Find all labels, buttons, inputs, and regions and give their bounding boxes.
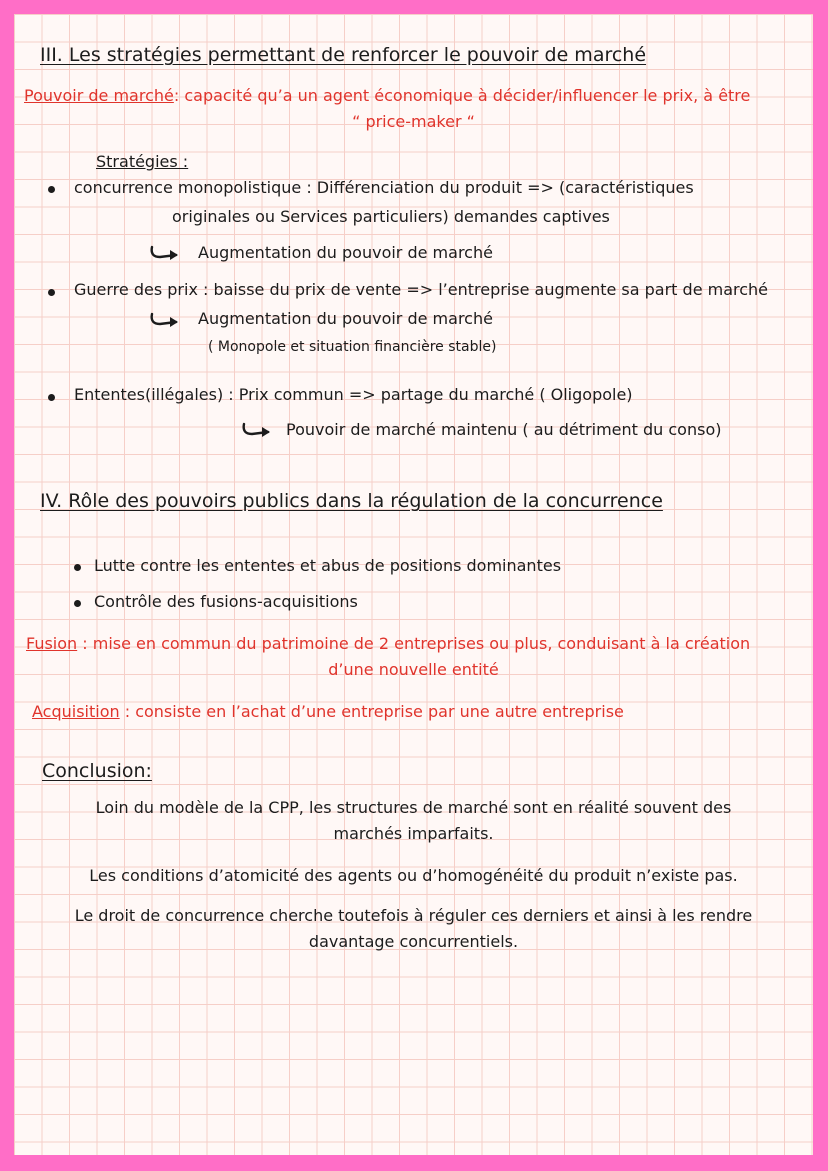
conclusion-title: Conclusion: bbox=[42, 760, 152, 782]
market-power-definition bbox=[24, 86, 750, 105]
conclusion-p3-line2: davantage concurrentiels. bbox=[308, 932, 519, 951]
fusion-term: Fusion bbox=[26, 634, 78, 653]
conclusion-p1-line2: marchés imparfaits. bbox=[333, 824, 494, 843]
strategy-1-result: Augmentation du pouvoir de marché bbox=[198, 243, 493, 262]
fusion-text: : mise en commun du patrimoine de 2 entreprises ou plus, conduisant à la création bbox=[77, 634, 751, 653]
section4-bullet-1: Lutte contre les ententes et abus de positions dominantes bbox=[94, 556, 562, 575]
strategies-label: Stratégies : bbox=[96, 152, 189, 171]
bullet-icon bbox=[74, 600, 81, 607]
curved-arrow-icon bbox=[148, 244, 184, 262]
acquisition-term: Acquisition bbox=[32, 702, 120, 721]
conclusion-p2: Les conditions d’atomicité des agents ou d’homogénéité du produit n’existe pas. bbox=[89, 866, 738, 885]
strategy-2-note: ( Monopole et situation financière stable) bbox=[208, 339, 497, 355]
strategy-2-result: Augmentation du pouvoir de marché bbox=[198, 309, 493, 328]
fusion-text-line2: d’une nouvelle entité bbox=[328, 660, 499, 679]
bullet-icon bbox=[48, 289, 55, 296]
curved-arrow-icon bbox=[240, 421, 276, 439]
strategy-3-line1: Ententes(illégales) : Prix commun => partage du marché ( Oligopole) bbox=[74, 385, 633, 404]
definition-text: : capacité qu’a un agent économique à décider/influencer le prix, à être bbox=[173, 86, 751, 105]
strategy-1-line1: concurrence monopolistique : Différenciation du produit => (caractéristiques bbox=[74, 178, 694, 197]
section3-title: III. Les stratégies permettant de renforcer le pouvoir de marché bbox=[40, 44, 647, 66]
bullet-icon bbox=[48, 394, 55, 401]
acquisition-text: : consiste en l’achat d’une entreprise par une autre entreprise bbox=[119, 702, 624, 721]
acquisition-definition bbox=[32, 702, 624, 721]
notebook-page bbox=[14, 14, 813, 1155]
fusion-definition bbox=[26, 634, 750, 653]
conclusion-p1-line1: Loin du modèle de la CPP, les structures de marché sont en réalité souvent des bbox=[95, 798, 732, 817]
section4-title: IV. Rôle des pouvoirs publics dans la régulation de la concurrence bbox=[40, 490, 663, 512]
strategy-1-line2: originales ou Services particuliers) demandes captives bbox=[172, 207, 610, 226]
conclusion-p3-line1: Le droit de concurrence cherche toutefois à réguler ces derniers et ainsi à les rendre bbox=[74, 906, 753, 925]
section4-bullet-2: Contrôle des fusions-acquisitions bbox=[94, 592, 358, 611]
curved-arrow-icon bbox=[148, 311, 184, 329]
definition-text-line2: “ price-maker “ bbox=[352, 112, 475, 131]
strategy-2-line1: Guerre des prix : baisse du prix de vente => l’entreprise augmente sa part de marché bbox=[74, 280, 769, 299]
strategy-3-result: Pouvoir de marché maintenu ( au détriment du conso) bbox=[286, 420, 722, 439]
bullet-icon bbox=[74, 564, 81, 571]
definition-term: Pouvoir de marché bbox=[24, 86, 174, 105]
bullet-icon bbox=[48, 186, 55, 193]
